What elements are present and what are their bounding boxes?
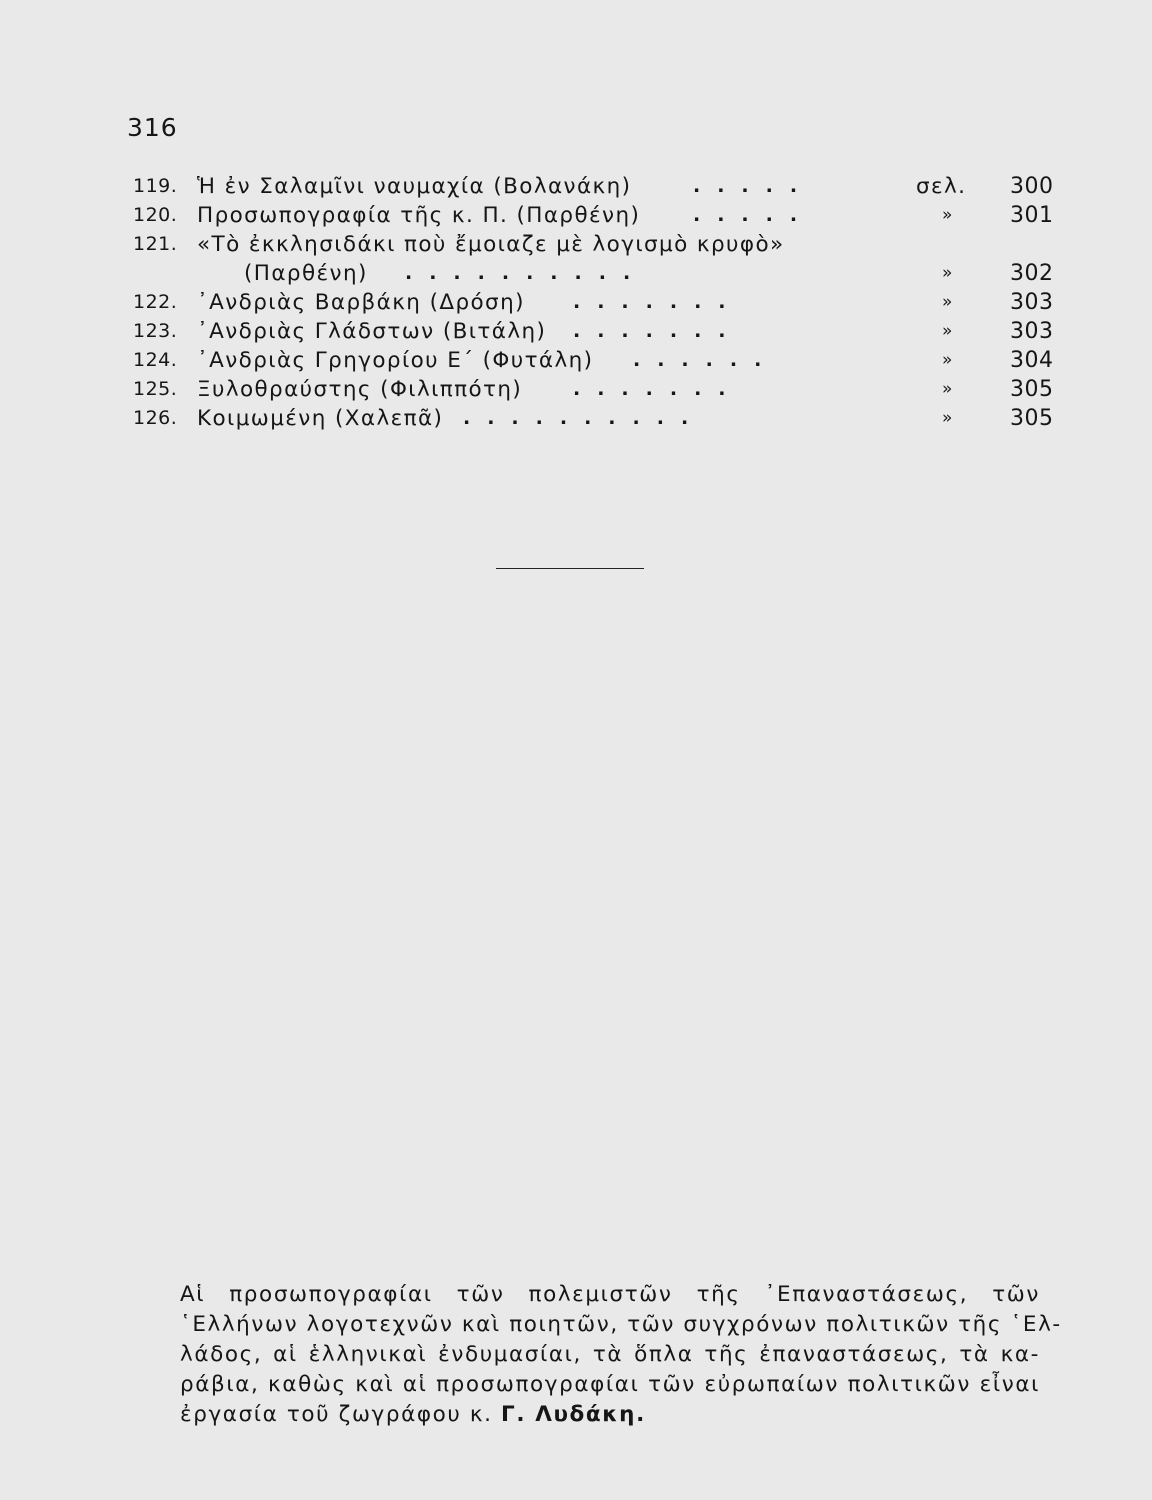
dot-leader: .......... <box>463 407 706 429</box>
toc-entry <box>133 375 1058 404</box>
entry-title: ᾿Ανδριὰς Βαρβάκη (Δρόση) <box>197 290 525 315</box>
footer-line: ῾Ελλήνων λογοτεχνῶν καὶ ποιητῶν, τῶν συγχρόνων πολιτικῶν τῆς ῾Ελ- <box>180 1312 1062 1337</box>
entry-number: 123. <box>133 320 178 342</box>
entry-number: 124. <box>133 349 178 371</box>
artist-name: Γ. Λυδάκη. <box>501 1402 646 1427</box>
toc-entry <box>133 201 1058 230</box>
dot-leader: ....... <box>573 378 743 400</box>
entry-title: «Τὸ ἐκκλησιδάκι ποὺ ἔμοιαζε μὲ λογισμὸ κρυφὸ» <box>197 232 785 257</box>
page-abbrev: σελ. <box>916 174 967 199</box>
dot-leader: .......... <box>405 262 648 284</box>
dot-leader: ..... <box>693 204 815 226</box>
entry-number: 119. <box>133 175 178 197</box>
entry-page: 305 <box>1010 406 1054 431</box>
entry-number: 126. <box>133 407 178 429</box>
footer-line: Αἱ προσωπογραφίαι τῶν πολεμιστῶν τῆς ᾿Επαναστάσεως, τῶν <box>180 1282 1040 1307</box>
toc-entry <box>133 172 1058 201</box>
entry-number: 120. <box>133 204 178 226</box>
page-number: 316 <box>127 113 178 142</box>
footer-last-line <box>180 1400 1040 1430</box>
dot-leader: ....... <box>573 291 743 313</box>
footer-line-text: ἐργασία τοῦ ζωγράφου κ. <box>180 1402 493 1427</box>
entry-page: 302 <box>1010 261 1054 286</box>
ditto-mark: » <box>942 408 954 428</box>
dot-leader: ....... <box>573 320 743 342</box>
toc-entry <box>133 230 1058 259</box>
ditto-mark: » <box>942 379 954 399</box>
entry-page: 301 <box>1010 203 1054 228</box>
dot-leader: ..... <box>693 175 815 197</box>
toc-entry <box>133 404 1058 433</box>
entry-title: ᾿Ανδριὰς Γρηγορίου Ε΄ (Φυτάλη) <box>197 348 594 373</box>
entry-page: 300 <box>1010 174 1054 199</box>
entry-title: Κοιμωμένη (Χαλεπᾶ) <box>197 406 444 431</box>
entry-number: 125. <box>133 378 178 400</box>
entry-page: 304 <box>1010 348 1054 373</box>
toc-entry <box>133 346 1058 375</box>
entry-title: Προσωπογραφία τῆς κ. Π. (Παρθένη) <box>197 203 641 228</box>
ditto-mark: » <box>942 350 954 370</box>
toc-entry-continuation <box>133 259 1058 288</box>
entry-title: Ἡ ἐν Σαλαμῖνι ναυμαχία (Βολανάκη) <box>197 174 632 199</box>
ditto-mark: » <box>942 292 954 312</box>
entry-number: 122. <box>133 291 178 313</box>
ditto-mark: » <box>942 263 954 283</box>
entry-page: 303 <box>1010 319 1054 344</box>
entry-number: 121. <box>133 233 178 255</box>
entry-title: (Παρθένη) <box>244 261 368 286</box>
footer-note <box>180 1280 1062 1430</box>
entry-title: Ξυλοθραύστης (Φιλιππότη) <box>197 377 523 402</box>
section-divider <box>496 568 644 569</box>
table-of-contents <box>133 172 1058 433</box>
ditto-mark: » <box>942 321 954 341</box>
entry-page: 303 <box>1010 290 1054 315</box>
footer-line: λάδος, αἱ ἑλληνικαὶ ἐνδυμασίαι, τὰ ὅπλα τῆς ἐπαναστάσεως, τὰ κα- <box>180 1342 1040 1367</box>
toc-entry <box>133 317 1058 346</box>
toc-entry <box>133 288 1058 317</box>
ditto-mark: » <box>942 205 954 225</box>
entry-title: ᾿Ανδριὰς Γλάδστων (Βιτάλη) <box>197 319 547 344</box>
dot-leader: ...... <box>633 349 779 371</box>
footer-line: ράβια, καθὼς καὶ αἱ προσωπογραφίαι τῶν εὐρωπαίων πολιτικῶν εἶναι <box>180 1372 1040 1397</box>
entry-page: 305 <box>1010 377 1054 402</box>
